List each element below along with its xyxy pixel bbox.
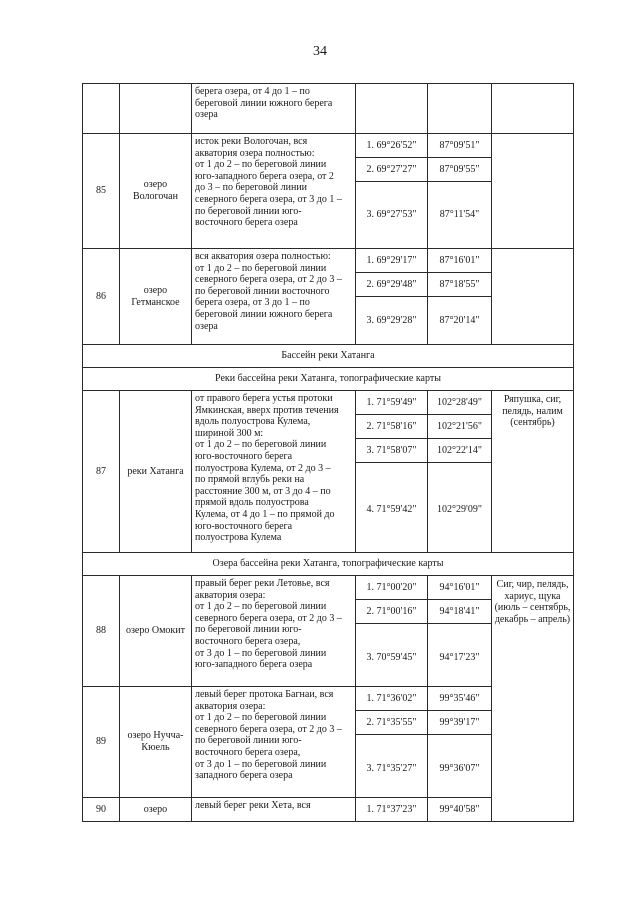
- fishing-areas-table: [82, 83, 574, 822]
- longitude-cell: 99°39'17": [428, 711, 492, 735]
- water-body-name: реки Хатанга: [120, 391, 192, 553]
- latitude-cell: 3. 71°58'07": [356, 439, 428, 463]
- boundary-description: левый берег протока Багнаи, вся акватория озера: от 1 до 2 – по береговой линии северного берега озера, от 2 до 3 – по береговой линии юго- восточного берега озера, от 3 до 1 – по береговой линии западного берега озера: [192, 687, 356, 798]
- fish-species: Сиг, чир, пелядь, хариус, щука (июль – сентябрь, декабрь – апрель): [492, 576, 574, 822]
- longitude-cell: 87°09'55": [428, 158, 492, 182]
- latitude-cell: 3. 69°27'53": [356, 182, 428, 249]
- longitude-cell: 94°18'41": [428, 600, 492, 624]
- section-header-row: [83, 553, 574, 576]
- longitude-cell: 87°20'14": [428, 297, 492, 345]
- longitude-cell: 94°17'23": [428, 624, 492, 687]
- longitude-cell: 87°11'54": [428, 182, 492, 249]
- latitude-cell: 2. 69°29'48": [356, 273, 428, 297]
- latitude-cell: 2. 71°58'16": [356, 415, 428, 439]
- row-number: 90: [83, 798, 120, 822]
- longitude-cell: 99°36'07": [428, 735, 492, 798]
- longitude-cell: 87°16'01": [428, 249, 492, 273]
- table-row: [83, 134, 574, 158]
- section-title: Бассейн реки Хатанга: [83, 345, 574, 368]
- row-number: 85: [83, 134, 120, 249]
- longitude-cell: 94°16'01": [428, 576, 492, 600]
- longitude-cell: 102°22'14": [428, 439, 492, 463]
- boundary-description: берега озера, от 4 до 1 – по береговой линии южного берега озера: [192, 84, 356, 134]
- row-number: 88: [83, 576, 120, 687]
- longitude-cell: 99°35'46": [428, 687, 492, 711]
- latitude-cell: 1. 69°29'17": [356, 249, 428, 273]
- row-number: 87: [83, 391, 120, 553]
- latitude-cell: 1. 71°37'23": [356, 798, 428, 822]
- boundary-description: левый берег реки Хета, вся: [192, 798, 356, 822]
- longitude-cell: 87°18'55": [428, 273, 492, 297]
- table-row: [83, 249, 574, 273]
- latitude-cell: 3. 69°29'28": [356, 297, 428, 345]
- water-body-name: озеро Омокит: [120, 576, 192, 687]
- section-title: Реки бассейна реки Хатанга, топографические карты: [83, 368, 574, 391]
- row-number: 89: [83, 687, 120, 798]
- water-body-name: озеро: [120, 798, 192, 822]
- water-body-name: озеро Нучча- Кюель: [120, 687, 192, 798]
- boundary-description: правый берег реки Летовье, вся акватория озера: от 1 до 2 – по береговой линии северного берега озера, от 2 до 3 – по береговой линии юго- восточного берега озера, от 3 до 1 – по береговой линии юго-западного берега озера: [192, 576, 356, 687]
- boundary-description: от правого берега устья протоки Ямкинская, вверх против течения вдоль полуострова Кулема, шириной 300 м: от 1 до 2 – по береговой линии юго-восточного берега полуострова Кулема, от 2 до 3 – по прямой вглубь реки на расстояние 300 м, от 3 до 4 – по прямой вдоль полуострова Кулема, от 4 до 1 – по прямой до юго-восточного берега полуострова Кулема: [192, 391, 356, 553]
- water-body-name: озеро Гетманское: [120, 249, 192, 345]
- latitude-cell: 4. 71°59'42": [356, 463, 428, 553]
- latitude-cell: 3. 70°59'45": [356, 624, 428, 687]
- table-row-continuation: [83, 84, 574, 134]
- fish-species: Ряпушка, сиг, пелядь, налим (сентябрь): [492, 391, 574, 553]
- longitude-cell: 102°29'09": [428, 463, 492, 553]
- latitude-cell: 1. 71°00'20": [356, 576, 428, 600]
- longitude-cell: 99°40'58": [428, 798, 492, 822]
- page-number: 34: [313, 44, 327, 59]
- latitude-cell: 1. 71°59'49": [356, 391, 428, 415]
- boundary-description: исток реки Вологочан, вся акватория озера полностью: от 1 до 2 – по береговой линии юго-западного берега озера, от 2 до 3 – по береговой линии северного берега озера, от 3 до 1 – по береговой линии юго- восточного берега озера: [192, 134, 356, 249]
- section-header-row: [83, 345, 574, 368]
- latitude-cell: 1. 69°26'52": [356, 134, 428, 158]
- section-header-row: [83, 368, 574, 391]
- latitude-cell: 2. 69°27'27": [356, 158, 428, 182]
- table-row: [83, 576, 574, 600]
- longitude-cell: 102°21'56": [428, 415, 492, 439]
- boundary-description: вся акватория озера полностью: от 1 до 2 – по береговой линии северного берега озера, от 2 до 3 – по береговой линии восточного берега озера, от 3 до 1 – по береговой линии южного берега озера: [192, 249, 356, 345]
- latitude-cell: 1. 71°36'02": [356, 687, 428, 711]
- row-number: 86: [83, 249, 120, 345]
- water-body-name: озеро Вологочан: [120, 134, 192, 249]
- latitude-cell: 3. 71°35'27": [356, 735, 428, 798]
- latitude-cell: 2. 71°00'16": [356, 600, 428, 624]
- longitude-cell: 102°28'49": [428, 391, 492, 415]
- longitude-cell: 87°09'51": [428, 134, 492, 158]
- table-row: [83, 391, 574, 415]
- latitude-cell: 2. 71°35'55": [356, 711, 428, 735]
- section-title: Озера бассейна реки Хатанга, топографические карты: [83, 553, 574, 576]
